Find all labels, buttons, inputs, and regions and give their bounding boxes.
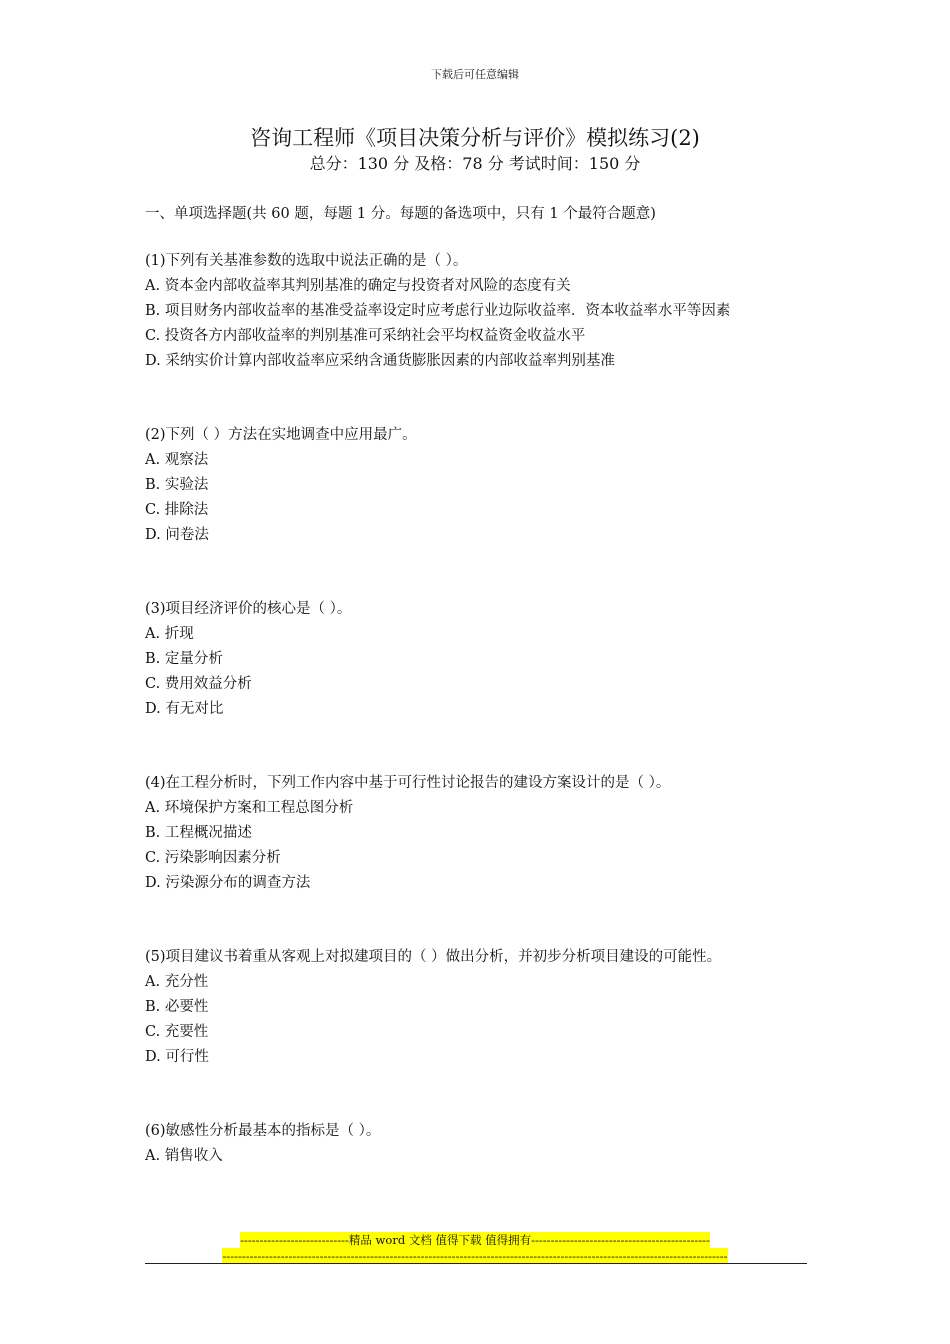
footer-banner-text: ----------------------------精品 word 文档 值得下载 值得拥有----------------------------------------------: [240, 1233, 710, 1247]
question-list: [145, 249, 807, 1218]
option-b: B. 实验法: [145, 477, 209, 493]
question-stem: (4)在工程分析时，下列工作内容中基于可行性讨论报告的建设方案设计的是（ ）。: [145, 775, 671, 791]
option-a: A. 观察法: [145, 452, 209, 468]
option-d: D. 污染源分布的调查方法: [145, 875, 311, 891]
exam-info: 总分：130 分 及格：78 分 考试时间：150 分: [309, 154, 641, 173]
question-stem: (5)项目建议书着重从客观上对拟建项目的（ ）做出分析，并初步分析项目建设的可能性。: [145, 949, 722, 965]
option-b: B. 项目财务内部收益率的基准受益率设定时应考虑行业边际收益率．资本收益率水平等因素: [145, 303, 731, 319]
option-d: D. 可行性: [145, 1049, 209, 1065]
option-c: C. 排除法: [145, 502, 209, 518]
question-stem: (1)下列有关基准参数的选取中说法正确的是（ ）。: [145, 253, 468, 269]
option-c: C. 充要性: [145, 1024, 209, 1040]
question-6: [145, 1119, 807, 1169]
option-c: C. 污染影响因素分析: [145, 850, 281, 866]
footer-banner-dashes: ----------------------------------------------------------------------------------------------------------------------------------: [222, 1249, 728, 1263]
option-a: A. 销售收入: [145, 1148, 223, 1164]
question-2: [145, 423, 807, 548]
option-a: A. 折现: [145, 626, 194, 642]
option-c: C. 费用效益分析: [145, 676, 252, 692]
question-stem: (2)下列（ ）方法在实地调查中应用最广。: [145, 427, 417, 443]
document-title: 咨询工程师《项目决策分析与评价》模拟练习(2): [250, 126, 700, 150]
question-5: [145, 945, 807, 1070]
option-d: D. 采纳实价计算内部收益率应采纳含通货膨胀因素的内部收益率判别基准: [145, 353, 615, 369]
footer-banner-rule: [176, 1245, 774, 1264]
option-b: B. 必要性: [145, 999, 209, 1015]
option-a: A. 充分性: [145, 974, 209, 990]
option-a: A. 资本金内部收益率其判别基准的确定与投资者对风险的态度有关: [145, 278, 571, 294]
option-a: A. 环境保护方案和工程总图分析: [145, 800, 354, 816]
question-3: [145, 597, 807, 722]
section-heading: 一、单项选择题(共 60 题，每题 1 分。每题的备选项中，只有 1 个最符合题意): [145, 206, 656, 222]
option-c: C. 投资各方内部收益率的判别基准可采纳社会平均权益资金收益水平: [145, 328, 586, 344]
option-b: B. 工程概况描述: [145, 825, 252, 841]
option-b: B. 定量分析: [145, 651, 223, 667]
question-1: [145, 249, 807, 374]
question-stem: (6)敏感性分析最基本的指标是（ ）。: [145, 1123, 381, 1139]
option-d: D. 问卷法: [145, 527, 209, 543]
option-d: D. 有无对比: [145, 701, 224, 717]
question-stem: (3)项目经济评价的核心是（ ）。: [145, 601, 352, 617]
footer-divider: [145, 1263, 807, 1264]
question-4: [145, 771, 807, 896]
header-note: 下载后可任意编辑: [431, 68, 519, 81]
